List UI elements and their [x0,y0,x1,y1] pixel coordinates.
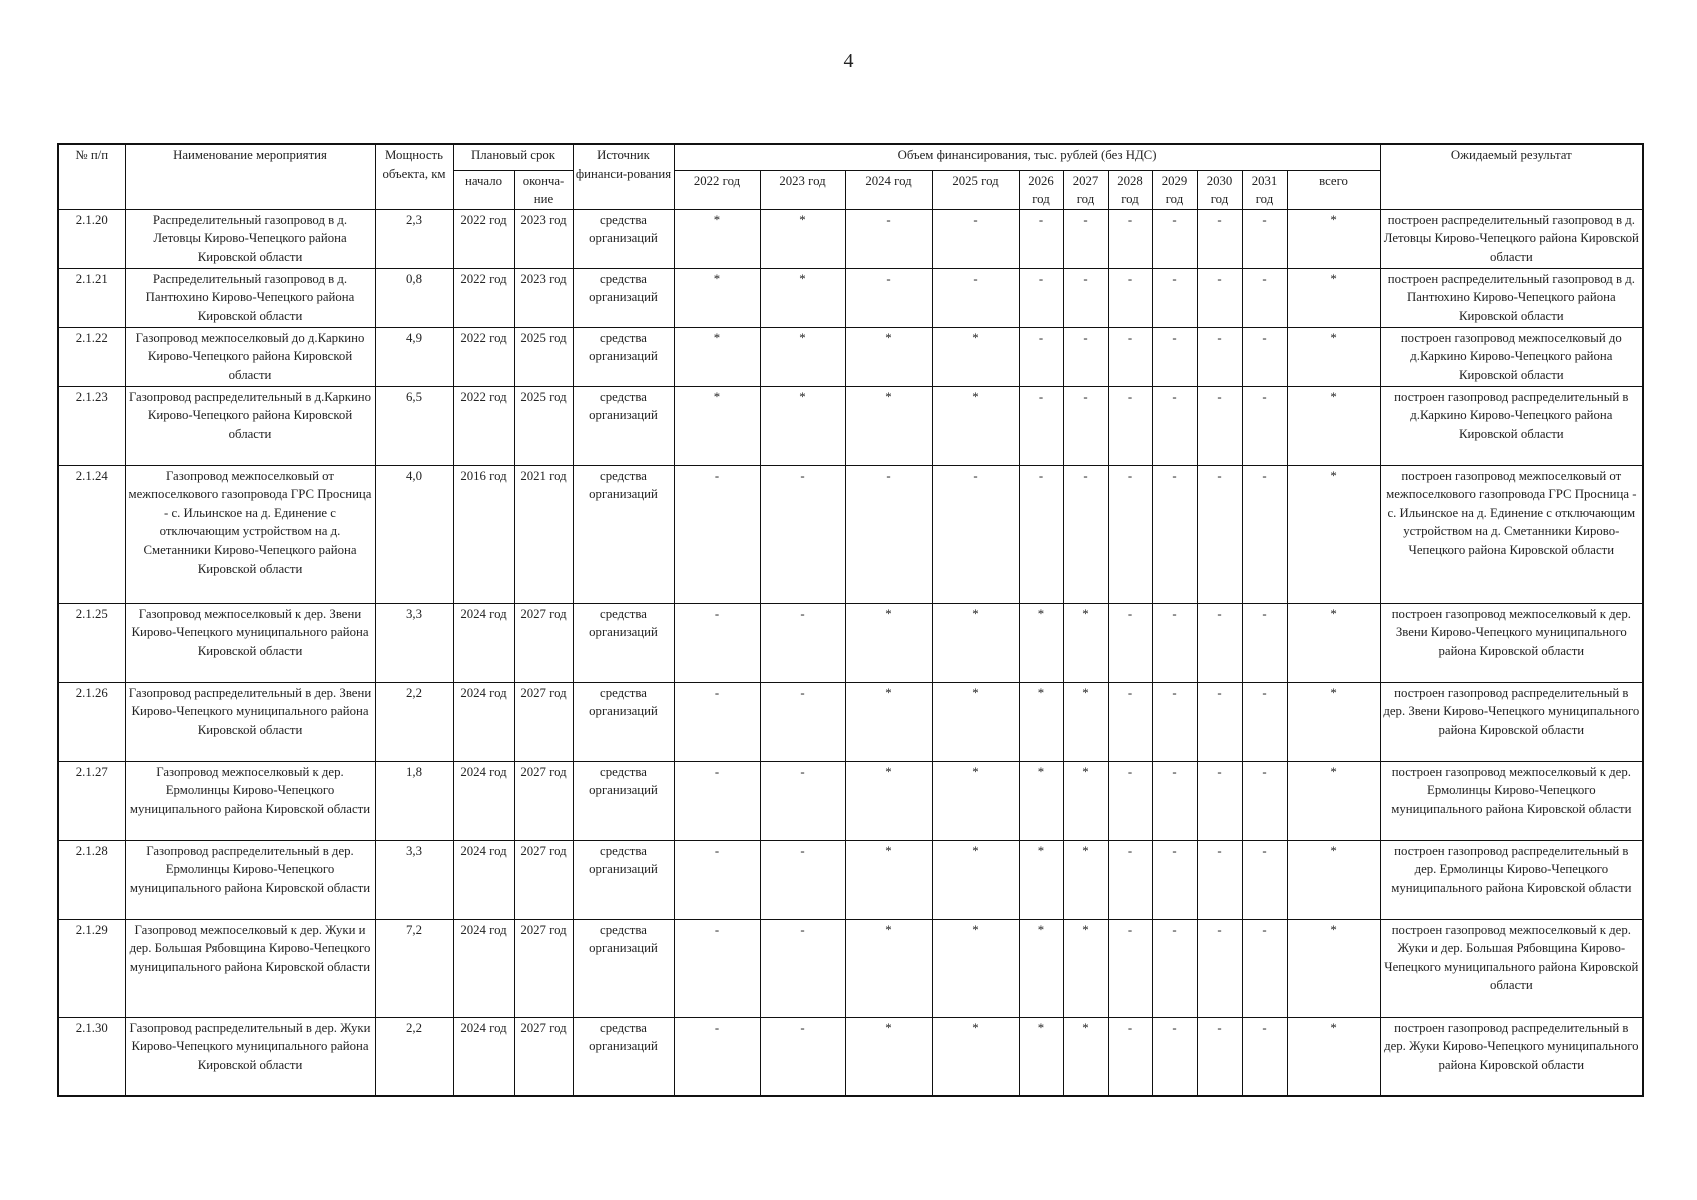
header-year: 2029 год [1152,170,1197,209]
row-year-value: - [1152,386,1197,465]
row-year-value: - [1152,603,1197,682]
row-name: Газопровод распределительный в дер. Звени Кирово-Чепецкого муниципального района Кировской области [125,682,375,761]
row-year-value: - [1152,327,1197,386]
row-total: * [1287,268,1380,327]
row-source: средства организаций [573,327,674,386]
row-number: 2.1.25 [58,603,125,682]
row-year-value: * [845,1017,932,1096]
row-total: * [1287,682,1380,761]
row-year-value: * [932,761,1019,840]
row-end: 2025 год [514,327,573,386]
row-end: 2027 год [514,603,573,682]
row-year-value: - [1152,209,1197,268]
row-year-value: * [845,761,932,840]
row-year-value: * [760,386,845,465]
row-result: построен газопровод распределительный в дер. Жуки Кирово-Чепецкого муниципального района Кировской области [1380,1017,1643,1096]
row-name: Газопровод распределительный в д.Каркино Кирово-Чепецкого района Кировской области [125,386,375,465]
row-total: * [1287,327,1380,386]
row-source: средства организаций [573,1017,674,1096]
row-year-value: - [1108,386,1152,465]
header-year: 2025 год [932,170,1019,209]
row-number: 2.1.27 [58,761,125,840]
row-power: 4,9 [375,327,453,386]
row-year-value: - [1063,209,1108,268]
table-row [58,682,1643,761]
row-year-value: * [932,1017,1019,1096]
row-year-value: - [1152,682,1197,761]
row-year-value: - [1019,465,1063,603]
row-year-value: * [932,386,1019,465]
row-result: построен газопровод межпоселковый к дер. Жуки и дер. Большая Рябовщина Кирово-Чепецкого муниципального района Кировской области [1380,919,1643,1017]
row-total: * [1287,603,1380,682]
row-power: 2,2 [375,682,453,761]
row-year-value: - [1242,682,1287,761]
header-result: Ожидаемый результат [1380,144,1643,209]
row-year-value: * [674,209,760,268]
row-total: * [1287,465,1380,603]
row-year-value: - [674,603,760,682]
row-year-value: * [932,327,1019,386]
row-year-value: - [1242,1017,1287,1096]
row-year-value: - [760,682,845,761]
funding-table [57,143,1644,1097]
row-year-value: - [1063,386,1108,465]
row-year-value: - [932,268,1019,327]
table-row [58,603,1643,682]
row-power: 0,8 [375,268,453,327]
row-power: 4,0 [375,465,453,603]
row-year-value: * [932,682,1019,761]
row-result: построен газопровод межпоселковый к дер. Звени Кирово-Чепецкого муниципального района Кировской области [1380,603,1643,682]
row-result: построен газопровод межпоселковый от межпоселкового газопровода ГРС Просница - с. Ильинское на д. Единение с отключающим устройством на д. Сметанники Кирово-Чепецкого района Кировской области [1380,465,1643,603]
row-year-value: - [674,465,760,603]
row-year-value: - [1197,682,1242,761]
row-year-value: - [760,761,845,840]
row-year-value: * [845,840,932,919]
row-year-value: - [674,1017,760,1096]
row-year-value: - [1019,268,1063,327]
row-year-value: - [1063,268,1108,327]
row-year-value: * [1019,761,1063,840]
row-name: Газопровод межпоселковый к дер. Ермолинцы Кирово-Чепецкого муниципального района Кировской области [125,761,375,840]
row-end: 2027 год [514,682,573,761]
row-year-value: * [1019,603,1063,682]
table-row [58,919,1643,1017]
row-source: средства организаций [573,603,674,682]
row-end: 2027 год [514,919,573,1017]
header-year: 2026 год [1019,170,1063,209]
row-year-value: - [932,465,1019,603]
row-name: Газопровод распределительный в дер. Жуки Кирово-Чепецкого муниципального района Кировской области [125,1017,375,1096]
row-number: 2.1.26 [58,682,125,761]
row-year-value: - [1108,603,1152,682]
row-year-value: - [1197,919,1242,1017]
row-year-value: - [1197,327,1242,386]
row-year-value: - [1197,603,1242,682]
header-year: 2030 год [1197,170,1242,209]
row-start: 2022 год [453,327,514,386]
row-start: 2024 год [453,840,514,919]
row-year-value: * [674,268,760,327]
row-year-value: - [932,209,1019,268]
row-year-value: - [1152,919,1197,1017]
row-source: средства организаций [573,761,674,840]
row-year-value: * [1063,603,1108,682]
row-start: 2024 год [453,919,514,1017]
row-year-value: - [1242,268,1287,327]
table-row [58,1017,1643,1096]
row-year-value: * [845,603,932,682]
row-year-value: * [1019,1017,1063,1096]
header-year: 2022 год [674,170,760,209]
row-year-value: * [760,327,845,386]
row-total: * [1287,1017,1380,1096]
row-year-value: - [674,761,760,840]
row-year-value: - [674,919,760,1017]
row-power: 3,3 [375,840,453,919]
row-year-value: - [1108,327,1152,386]
row-end: 2027 год [514,1017,573,1096]
row-name: Газопровод межпоселковый от межпоселкового газопровода ГРС Просница - с. Ильинское на д. Единение с отключающим устройством на д. Сметанники Кирово-Чепецкого района Кировской области [125,465,375,603]
row-name: Газопровод межпоселковый к дер. Жуки и дер. Большая Рябовщина Кирово-Чепецкого муниципального района Кировской области [125,919,375,1017]
row-year-value: - [1108,919,1152,1017]
row-year-value: * [1063,761,1108,840]
row-year-value: - [760,603,845,682]
header-funding: Объем финансирования, тыс. рублей (без НДС) [674,144,1380,170]
row-year-value: - [1242,209,1287,268]
header-start: начало [453,170,514,209]
row-total: * [1287,209,1380,268]
row-source: средства организаций [573,465,674,603]
row-year-value: * [1019,919,1063,1017]
row-end: 2027 год [514,840,573,919]
row-year-value: - [1242,840,1287,919]
row-year-value: - [1108,465,1152,603]
row-year-value: - [1019,209,1063,268]
row-year-value: * [1063,682,1108,761]
row-year-value: - [1242,761,1287,840]
table-row [58,386,1643,465]
row-result: построен газопровод распределительный в дер. Ермолинцы Кирово-Чепецкого муниципального района Кировской области [1380,840,1643,919]
row-total: * [1287,840,1380,919]
row-name: Газопровод распределительный в дер. Ермолинцы Кирово-Чепецкого муниципального района Кировской области [125,840,375,919]
header-year: 2028 год [1108,170,1152,209]
row-power: 6,5 [375,386,453,465]
row-year-value: - [1108,1017,1152,1096]
row-number: 2.1.30 [58,1017,125,1096]
table-row [58,465,1643,603]
header-year: 2023 год [760,170,845,209]
row-source: средства организаций [573,682,674,761]
row-source: средства организаций [573,919,674,1017]
row-year-value: * [674,327,760,386]
row-number: 2.1.24 [58,465,125,603]
row-start: 2024 год [453,603,514,682]
row-year-value: - [845,465,932,603]
row-source: средства организаций [573,268,674,327]
row-start: 2022 год [453,209,514,268]
row-source: средства организаций [573,386,674,465]
row-source: средства организаций [573,840,674,919]
row-year-value: - [1019,386,1063,465]
header-year: 2024 год [845,170,932,209]
row-year-value: - [1197,209,1242,268]
row-name: Распределительный газопровод в д. Летовцы Кирово-Чепецкого района Кировской области [125,209,375,268]
row-result: построен распределительный газопровод в д. Летовцы Кирово-Чепецкого района Кировской области [1380,209,1643,268]
row-number: 2.1.28 [58,840,125,919]
row-year-value: * [760,209,845,268]
row-year-value: - [1019,327,1063,386]
header-term: Плановый срок [453,144,573,170]
row-year-value: - [1152,1017,1197,1096]
row-number: 2.1.20 [58,209,125,268]
row-year-value: - [760,919,845,1017]
row-start: 2024 год [453,761,514,840]
row-result: построен газопровод распределительный в дер. Звени Кирово-Чепецкого муниципального района Кировской области [1380,682,1643,761]
row-number: 2.1.23 [58,386,125,465]
row-start: 2024 год [453,1017,514,1096]
header-year: 2027 год [1063,170,1108,209]
row-year-value: - [760,1017,845,1096]
row-year-value: - [760,465,845,603]
row-power: 2,2 [375,1017,453,1096]
row-start: 2022 год [453,386,514,465]
row-year-value: * [1063,919,1108,1017]
row-result: построен газопровод межпоселковый до д.Каркино Кирово-Чепецкого района Кировской области [1380,327,1643,386]
row-year-value: - [1063,465,1108,603]
row-year-value: - [760,840,845,919]
page-number: 4 [843,50,854,72]
row-year-value: * [1063,1017,1108,1096]
row-source: средства организаций [573,209,674,268]
row-end: 2027 год [514,761,573,840]
row-year-value: - [1242,603,1287,682]
row-year-value: * [845,386,932,465]
table-row [58,840,1643,919]
header-year: 2031 год [1242,170,1287,209]
row-year-value: - [1242,327,1287,386]
row-end: 2023 год [514,268,573,327]
row-year-value: * [932,603,1019,682]
row-total: * [1287,386,1380,465]
row-year-value: - [1152,840,1197,919]
table-row [58,327,1643,386]
row-year-value: * [845,682,932,761]
row-year-value: - [1242,465,1287,603]
row-year-value: * [760,268,845,327]
row-year-value: - [1152,761,1197,840]
row-start: 2024 год [453,682,514,761]
row-number: 2.1.21 [58,268,125,327]
row-number: 2.1.22 [58,327,125,386]
row-year-value: - [1063,327,1108,386]
row-year-value: - [1242,386,1287,465]
row-year-value: * [932,919,1019,1017]
row-total: * [1287,761,1380,840]
row-year-value: - [1108,268,1152,327]
row-year-value: - [1197,268,1242,327]
row-year-value: - [1197,386,1242,465]
row-year-value: - [674,840,760,919]
row-year-value: * [1063,840,1108,919]
row-year-value: * [845,919,932,1017]
row-year-value: - [1108,682,1152,761]
header-name: Наименование мероприятия [125,144,375,209]
header-num: № п/п [58,144,125,209]
row-year-value: - [845,268,932,327]
row-year-value: * [674,386,760,465]
row-year-value: - [1152,465,1197,603]
row-year-value: - [1152,268,1197,327]
row-year-value: - [1108,761,1152,840]
row-year-value: * [1019,840,1063,919]
row-power: 3,3 [375,603,453,682]
row-end: 2021 год [514,465,573,603]
row-year-value: - [1197,840,1242,919]
row-name: Распределительный газопровод в д. Пантюхино Кирово-Чепецкого района Кировской области [125,268,375,327]
row-year-value: - [1108,840,1152,919]
row-year-value: - [674,682,760,761]
row-name: Газопровод межпоселковый к дер. Звени Кирово-Чепецкого муниципального района Кировской области [125,603,375,682]
row-start: 2022 год [453,268,514,327]
row-power: 2,3 [375,209,453,268]
table-row [58,209,1643,268]
header-end: оконча-ние [514,170,573,209]
row-year-value: - [1197,761,1242,840]
row-year-value: - [1197,465,1242,603]
row-year-value: - [1242,919,1287,1017]
header-power: Мощность объекта, км [375,144,453,209]
table-row [58,268,1643,327]
row-result: построен газопровод распределительный в д.Каркино Кирово-Чепецкого района Кировской области [1380,386,1643,465]
row-start: 2016 год [453,465,514,603]
header-source: Источник финанси-рования [573,144,674,209]
row-year-value: * [932,840,1019,919]
table-row [58,761,1643,840]
row-total: * [1287,919,1380,1017]
row-name: Газопровод межпоселковый до д.Каркино Кирово-Чепецкого района Кировской области [125,327,375,386]
row-result: построен газопровод межпоселковый к дер. Ермолинцы Кирово-Чепецкого муниципального района Кировской области [1380,761,1643,840]
row-power: 7,2 [375,919,453,1017]
row-power: 1,8 [375,761,453,840]
header-total: всего [1287,170,1380,209]
row-year-value: - [1108,209,1152,268]
row-end: 2025 год [514,386,573,465]
row-result: построен распределительный газопровод в д. Пантюхино Кирово-Чепецкого района Кировской области [1380,268,1643,327]
row-year-value: * [1019,682,1063,761]
row-year-value: - [845,209,932,268]
row-number: 2.1.29 [58,919,125,1017]
row-year-value: * [845,327,932,386]
row-end: 2023 год [514,209,573,268]
row-year-value: - [1197,1017,1242,1096]
